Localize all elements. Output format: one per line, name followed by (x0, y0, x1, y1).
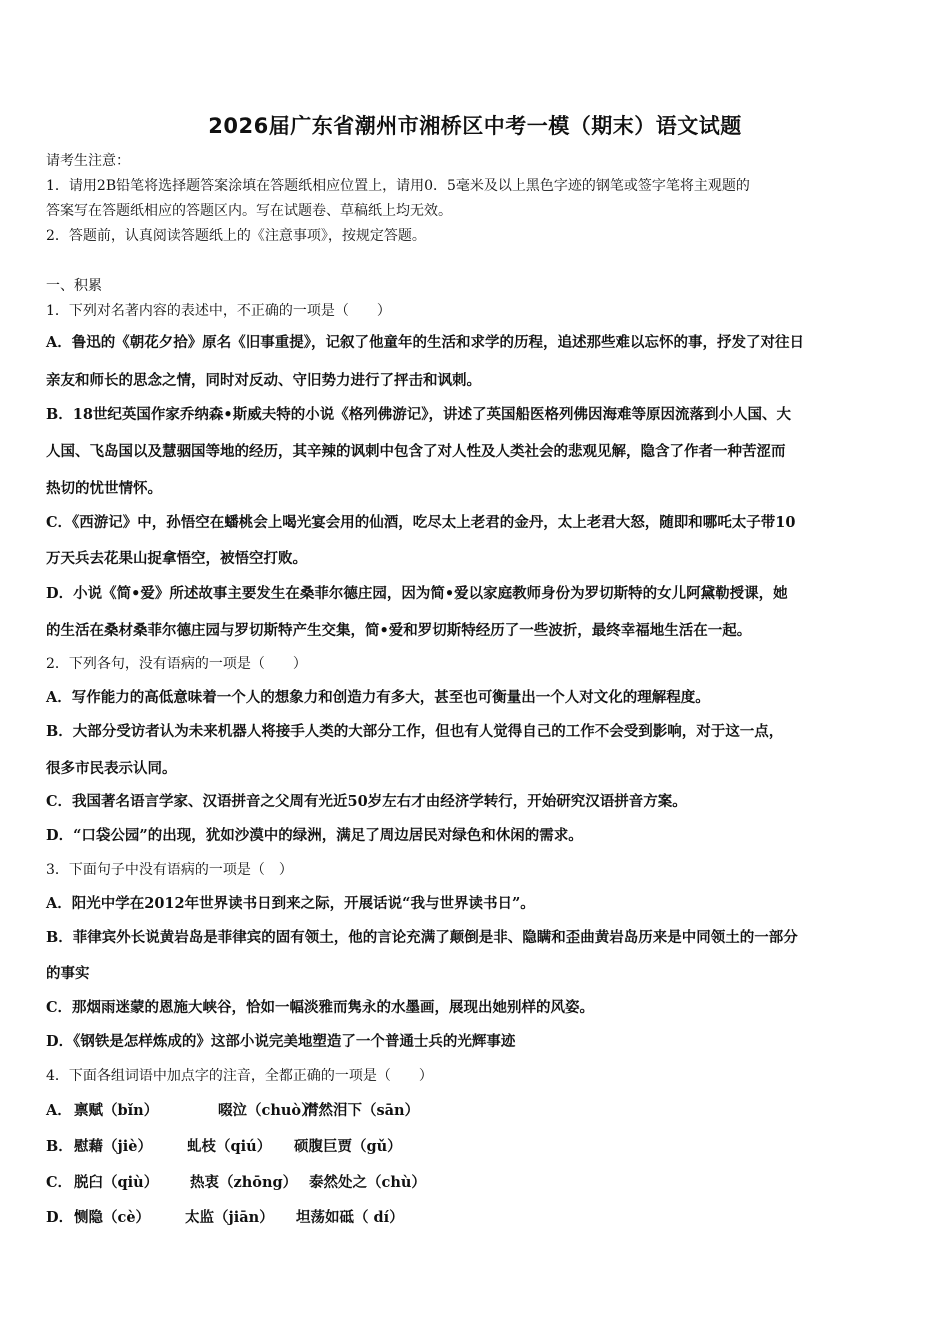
question-1-option-b-line-2: 人国、飞岛国以及慧骃国等地的经历，其辛辣的讽刺中包含了对人性及人类社会的悲观见解，隐含了作者一种苦涩而 (46, 443, 786, 460)
question-2-option-b-line-2: 很多市民表示认同。 (46, 760, 177, 777)
notice-item-1-line-2: 答案写在答题纸相应的答题区内。写在试题卷、草稿纸上均无效。 (46, 203, 452, 219)
question-1-option-c-line-1: C．《西游记》中，孙悟空在蟠桃会上喝光宴会用的仙酒，吃尽太上老君的金丹，太上老君大怒，随即和哪吒太子带10 (46, 514, 796, 531)
notice-heading: 请考生注意： (46, 153, 130, 169)
question-1-option-c-line-2: 万天兵去花果山捉拿悟空，被悟空打败。 (46, 550, 307, 567)
option-word-1: 脱臼（qiù） (74, 1174, 159, 1191)
question-2-option-d: D．“口袋公园”的出现，犹如沙漠中的绿洲，满足了周边居民对绿色和休闲的需求。 (46, 827, 583, 844)
page-title: 2026届广东省潮州市湘桥区中考一模（期末）语文试题 (208, 114, 742, 138)
option-word-3: 潸然泪下（sān） (304, 1102, 420, 1119)
question-1-option-d-line-2: 的生活在桑材桑菲尔德庄园与罗切斯特产生交集，简•爱和罗切斯特经历了一些波折，最终幸福地生活在一起。 (46, 622, 752, 639)
option-label: D． (46, 1209, 74, 1226)
option-word-1: 慰藉（jiè） (74, 1138, 152, 1155)
option-word-3: 坦荡如砥（ dí） (296, 1209, 404, 1226)
option-word-1: 恻隐（cè） (74, 1209, 151, 1226)
question-3-option-a: A．阳光中学在2012年世界读书日到来之际，开展话说“我与世界读书日”。 (46, 895, 535, 912)
option-word-2: 虬枝（qiú） (187, 1138, 272, 1155)
question-1-option-a-line-2: 亲友和师长的思念之情，同时对反动、守旧势力进行了抨击和讽刺。 (46, 372, 481, 389)
question-3-option-c: C．那烟雨迷蒙的恩施大峡谷，恰如一幅淡雅而隽永的水墨画，展现出她别样的风姿。 (46, 999, 595, 1016)
question-1-option-b-line-3: 热切的忧世情怀。 (46, 480, 162, 497)
option-label: A． (46, 1102, 72, 1119)
question-1-option-b-line-1: B．18世纪英国作家乔纳森•斯威夫特的小说《格列佛游记》，讲述了英国船医格列佛因海难等原因流落到小人国、大 (46, 406, 791, 423)
question-2-option-a: A．写作能力的高低意味着一个人的想象力和创造力有多大，甚至也可衡量出一个人对文化的理解程度。 (46, 689, 710, 706)
section-heading: 一、积累 (46, 278, 102, 294)
question-3-option-b-line-2: 的事实 (46, 965, 90, 982)
option-word-3: 硕腹巨贾（gǔ） (294, 1138, 402, 1155)
option-word-3: 泰然处之（chù） (309, 1174, 426, 1191)
question-3-option-b-line-1: B．菲律宾外长说黄岩岛是菲律宾的固有领土，他的言论充满了颠倒是非、隐瞒和歪曲黄岩岛历来是中同领土的一部分 (46, 929, 798, 946)
option-word-2: 热衷（zhōng） (190, 1174, 298, 1191)
question-2-stem: 2．下列各句，没有语病的一项是（ ） (46, 656, 307, 672)
question-1-stem: 1．下列对名著内容的表述中，不正确的一项是（ ） (46, 303, 391, 319)
question-3-option-d: D．《钢铁是怎样炼成的》这部小说完美地塑造了一个普通士兵的光辉事迹 (46, 1033, 516, 1050)
question-1-option-a-line-1: A．鲁迅的《朝花夕拾》原名《旧事重提》，记叙了他童年的生活和求学的历程，追述那些难以忘怀的事，抒发了对往日 (46, 334, 804, 351)
question-4-stem: 4．下面各组词语中加点字的注音，全都正确的一项是（ ） (46, 1068, 433, 1084)
notice-item-2: 2．答题前，认真阅读答题纸上的《注意事项》，按规定答题。 (46, 228, 426, 244)
question-2-option-c: C．我国著名语言学家、汉语拼音之父周有光近50岁左右才由经济学转行，开始研究汉语拼音方案。 (46, 793, 687, 810)
question-2-option-b-line-1: B．大部分受访者认为未来机器人将接手人类的大部分工作，但也有人觉得自己的工作不会受到影响，对于这一点， (46, 723, 784, 740)
question-3-stem: 3．下面句子中没有语病的一项是（ ） (46, 862, 293, 878)
notice-item-1-line-1: 1．请用2B铅笔将选择题答案涂填在答题纸相应位置上，请用0．5毫米及以上黑色字迹的钢笔或签字笔将主观题的 (46, 178, 750, 194)
question-1-option-d-line-1: D．小说《简•爱》所述故事主要发生在桑菲尔德庄园，因为简•爱以家庭教师身份为罗切斯特的女儿阿黛勒授课，她 (46, 585, 788, 602)
option-label: B． (46, 1138, 73, 1155)
option-word-2: 太监（jiān） (185, 1209, 274, 1226)
option-label: C． (46, 1174, 73, 1191)
option-word-1: 禀赋（bǐn） (74, 1102, 159, 1119)
option-word-2: 啜泣（chuò） (218, 1102, 316, 1119)
